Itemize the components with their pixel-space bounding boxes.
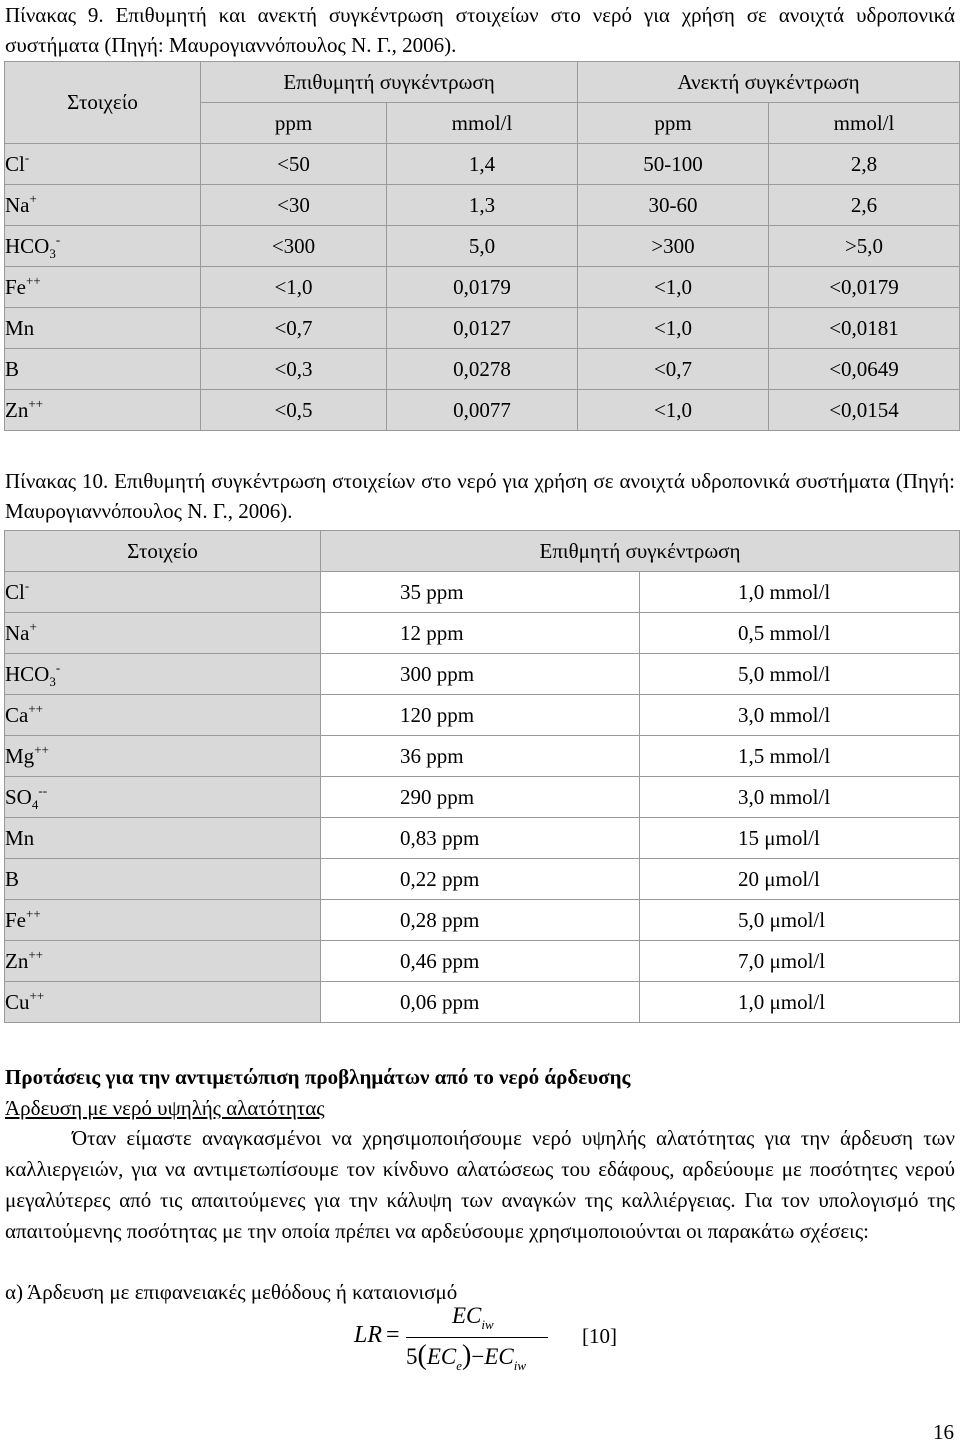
formula-lhs: LR bbox=[354, 1322, 383, 1348]
table-row bbox=[5, 736, 960, 777]
element-symbol: Cl- bbox=[5, 572, 321, 613]
element-symbol: Zn++ bbox=[5, 390, 201, 431]
table-row bbox=[5, 695, 960, 736]
element-symbol: Fe++ bbox=[5, 900, 321, 941]
table-cell: <1,0 bbox=[578, 267, 769, 308]
table-cell: 2,8 bbox=[769, 144, 960, 185]
table-cell: 5,0 bbox=[387, 226, 578, 267]
table9-unit-mmol: mmol/l bbox=[387, 103, 578, 144]
table-cell: <1,0 bbox=[578, 390, 769, 431]
table-row bbox=[5, 144, 960, 185]
table-row bbox=[5, 390, 960, 431]
element-symbol: Cl- bbox=[5, 144, 201, 185]
table10-body bbox=[5, 572, 960, 1023]
table-row bbox=[5, 777, 960, 818]
table9-header-tolerable: Ανεκτή συγκέντρωση bbox=[578, 62, 960, 103]
table-cell: <30 bbox=[201, 185, 387, 226]
table-row bbox=[5, 654, 960, 695]
table-cell: 0,22 ppm bbox=[321, 859, 640, 900]
element-symbol: Cu++ bbox=[5, 982, 321, 1023]
table-row bbox=[5, 308, 960, 349]
table-cell: 0,5 mmol/l bbox=[640, 613, 960, 654]
table-cell: 12 ppm bbox=[321, 613, 640, 654]
table-cell: <50 bbox=[201, 144, 387, 185]
table-row bbox=[5, 941, 960, 982]
element-symbol: Mg++ bbox=[5, 736, 321, 777]
element-symbol: Zn++ bbox=[5, 941, 321, 982]
table-cell: 1,0 μmol/l bbox=[640, 982, 960, 1023]
table10-caption: Πίνακας 10. Επιθυμητή συγκέντρωση στοιχείων στο νερό για χρήση σε ανοιχτά υδροπονικά συστήματα (Πηγή: Μαυρογιαννόπουλος Ν. Γ., 2006). bbox=[5, 469, 955, 523]
element-symbol: Ca++ bbox=[5, 695, 321, 736]
table-cell: >5,0 bbox=[769, 226, 960, 267]
fraction-bar bbox=[406, 1337, 548, 1338]
element-symbol: Mn bbox=[5, 308, 201, 349]
table-cell: <0,7 bbox=[578, 349, 769, 390]
table-cell: 0,0127 bbox=[387, 308, 578, 349]
element-symbol: $HCO_3^-$ bbox=[5, 226, 201, 267]
element-symbol: B bbox=[5, 859, 321, 900]
table-row bbox=[5, 185, 960, 226]
formula-numerator: $EC_{iw}$ bbox=[452, 1303, 494, 1332]
table-cell: <0,5 bbox=[201, 390, 387, 431]
table-cell: 1,0 mmol/l bbox=[640, 572, 960, 613]
table-row bbox=[5, 818, 960, 859]
table-cell: <0,0649 bbox=[769, 349, 960, 390]
table-row bbox=[5, 900, 960, 941]
table9-header-desired: Επιθυμητή συγκέντρωση bbox=[201, 62, 578, 103]
table-cell: 30-60 bbox=[578, 185, 769, 226]
section-heading: Προτάσεις για την αντιμετώπιση προβλημάτων από το νερό άρδευσης bbox=[5, 1065, 631, 1089]
table-cell: <0,0181 bbox=[769, 308, 960, 349]
formula-equals: = bbox=[386, 1322, 400, 1348]
table-cell: <0,0154 bbox=[769, 390, 960, 431]
element-symbol: $HCO_3^-$ bbox=[5, 654, 321, 695]
table10-header-element: Στοιχείο bbox=[5, 531, 321, 572]
element-symbol: Na+ bbox=[5, 613, 321, 654]
table10-header-desired: Επιθμητή συγκέντρωση bbox=[321, 531, 960, 572]
table-cell: <0,3 bbox=[201, 349, 387, 390]
table-cell: 300 ppm bbox=[321, 654, 640, 695]
table-row bbox=[5, 226, 960, 267]
table-cell: 0,0077 bbox=[387, 390, 578, 431]
table-cell: 20 μmol/l bbox=[640, 859, 960, 900]
table-cell: 7,0 μmol/l bbox=[640, 941, 960, 982]
table-row bbox=[5, 859, 960, 900]
table-cell: 3,0 mmol/l bbox=[640, 695, 960, 736]
table-row bbox=[5, 267, 960, 308]
table-cell: <300 bbox=[201, 226, 387, 267]
table-cell: 0,0179 bbox=[387, 267, 578, 308]
table9-caption: Πίνακας 9. Επιθυμητή και ανεκτή συγκέντρωση στοιχείων στο νερό για χρήση σε ανοιχτά υδροπονικά συστήματα (Πηγή: Μαυρογιαννόπουλος Ν. Γ., 2006). bbox=[5, 3, 955, 57]
table-cell: 1,3 bbox=[387, 185, 578, 226]
list-item-a: α) Άρδευση με επιφανειακές μεθόδους ή καταιονισμό bbox=[5, 1280, 458, 1304]
element-symbol: Mn bbox=[5, 818, 321, 859]
table-cell: 0,0278 bbox=[387, 349, 578, 390]
table-cell: 36 ppm bbox=[321, 736, 640, 777]
table10 bbox=[4, 530, 960, 1023]
table-cell: 290 ppm bbox=[321, 777, 640, 818]
table-row bbox=[5, 349, 960, 390]
table-row bbox=[5, 613, 960, 654]
table-cell: <1,0 bbox=[578, 308, 769, 349]
table-cell: 5,0 μmol/l bbox=[640, 900, 960, 941]
table9-unit-ppm: ppm bbox=[201, 103, 387, 144]
table-cell: >300 bbox=[578, 226, 769, 267]
element-symbol: Na+ bbox=[5, 185, 201, 226]
equation-number: [10] bbox=[582, 1324, 617, 1348]
table-cell: 15 μmol/l bbox=[640, 818, 960, 859]
formula-denominator: $5(EC_e)-EC_{iw}$ bbox=[406, 1340, 526, 1373]
page-number: 16 bbox=[933, 1420, 954, 1444]
element-symbol: $SO_4^{--}$ bbox=[5, 777, 321, 818]
table-cell: <0,0179 bbox=[769, 267, 960, 308]
table-cell: 1,4 bbox=[387, 144, 578, 185]
table-cell: 3,0 mmol/l bbox=[640, 777, 960, 818]
section-subheading: Άρδευση με νερό υψηλής αλατότητας bbox=[5, 1096, 325, 1120]
table-cell: 2,6 bbox=[769, 185, 960, 226]
table-cell: 0,83 ppm bbox=[321, 818, 640, 859]
table-cell: 5,0 mmol/l bbox=[640, 654, 960, 695]
table9 bbox=[4, 61, 960, 431]
element-symbol: B bbox=[5, 349, 201, 390]
table-cell: 120 ppm bbox=[321, 695, 640, 736]
table9-header-element: Στοιχείο bbox=[5, 62, 201, 144]
body-paragraph: Όταν είμαστε αναγκασμένοι να χρησιμοποιήσουμε νερό υψηλής αλατότητας για την άρδευση των καλλιεργειών, για να αντιμετωπίσουμε τον κίνδυνο αλατώσεως του εδάφους, αρδεύουμε με ποσότητες νερού μεγαλύτερες από τις απαιτούμενες για την κάλυψη των αναγκών της καλλιέργειας. Για τον υπολογισμό της απαιτούμενης ποσότητας με την οποία πρέπει να αρδεύσουμε χρησιμοποιούνται οι παρακάτω σχέσεις: bbox=[5, 1126, 955, 1243]
table-cell: 0,46 ppm bbox=[321, 941, 640, 982]
table-cell: <0,7 bbox=[201, 308, 387, 349]
table9-unit-ppm: ppm bbox=[578, 103, 769, 144]
element-symbol: Fe++ bbox=[5, 267, 201, 308]
table-row bbox=[5, 982, 960, 1023]
table-cell: 0,06 ppm bbox=[321, 982, 640, 1023]
table-cell: <1,0 bbox=[201, 267, 387, 308]
table-cell: 35 ppm bbox=[321, 572, 640, 613]
table-cell: 1,5 mmol/l bbox=[640, 736, 960, 777]
table-row bbox=[5, 572, 960, 613]
table-cell: 0,28 ppm bbox=[321, 900, 640, 941]
table9-body bbox=[5, 144, 960, 431]
table9-unit-mmol: mmol/l bbox=[769, 103, 960, 144]
table-cell: 50-100 bbox=[578, 144, 769, 185]
